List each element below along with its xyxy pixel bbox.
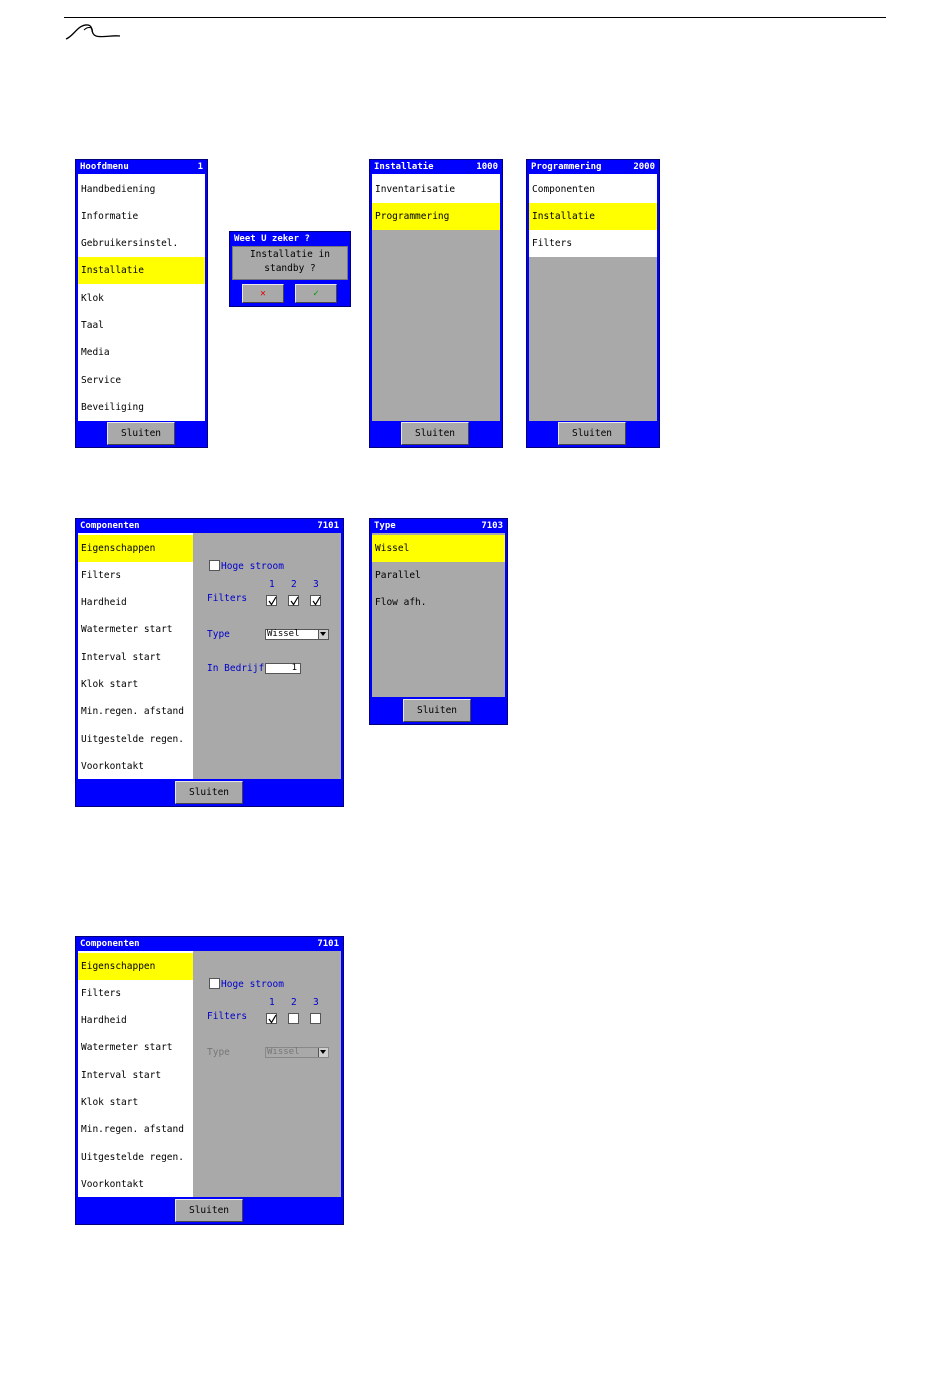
- content-area: [78, 951, 341, 1197]
- option-flow-afh[interactable]: Flow afh.: [375, 597, 427, 608]
- list-item-voorkontakt[interactable]: Voorkontakt: [81, 1179, 144, 1190]
- filter-num-2: 2: [291, 997, 297, 1008]
- window-title: Componenten: [80, 521, 140, 531]
- list-item-eigenschappen[interactable]: Eigenschappen: [78, 535, 193, 562]
- hoofdmenu-titlebar: [76, 160, 207, 174]
- dialog-line-2: standby ?: [264, 263, 316, 274]
- list-item-hardheid[interactable]: Hardheid: [81, 597, 127, 608]
- option-wissel[interactable]: Wissel: [372, 535, 505, 562]
- close-button[interactable]: Sluiten: [401, 422, 469, 445]
- cancel-button[interactable]: ✕: [242, 284, 284, 303]
- window-title: Installatie: [374, 162, 434, 172]
- window-code: 1000: [476, 162, 498, 172]
- componenten-window-2: [75, 936, 344, 1225]
- list-item-voorkontakt[interactable]: Voorkontakt: [81, 761, 144, 772]
- component-list: [78, 533, 193, 779]
- menu-item-informatie[interactable]: Informatie: [81, 211, 139, 222]
- confirm-button[interactable]: ✓: [295, 284, 337, 303]
- filters-label: Filters: [207, 593, 248, 604]
- menu-item-componenten[interactable]: Componenten: [532, 184, 595, 195]
- menu-item-inventarisatie[interactable]: Inventarisatie: [375, 184, 456, 195]
- dialog-message: [232, 246, 348, 280]
- installatie-titlebar: [370, 160, 502, 174]
- menu-item-installatie[interactable]: Installatie: [529, 203, 657, 230]
- filter-2-checkbox[interactable]: [288, 1013, 299, 1024]
- in-bedrijf-input[interactable]: 1: [265, 663, 301, 674]
- list-item-watermeter-start[interactable]: Watermeter start: [81, 1042, 173, 1053]
- menu-item-programmering[interactable]: Programmering: [372, 203, 500, 230]
- list-item-filters[interactable]: Filters: [81, 570, 122, 581]
- menu-item-taal[interactable]: Taal: [81, 320, 104, 331]
- type-label: Type: [207, 629, 230, 640]
- programmering-window: [526, 159, 660, 448]
- confirm-dialog: [229, 231, 351, 307]
- list-item-uitgestelde-regen[interactable]: Uitgestelde regen.: [81, 1152, 184, 1163]
- hoofdmenu-window: [75, 159, 208, 448]
- close-button[interactable]: Sluiten: [403, 699, 471, 722]
- list-item-klok-start[interactable]: Klok start: [81, 679, 139, 690]
- filter-2-checkbox[interactable]: [288, 595, 299, 606]
- list-area: [372, 533, 505, 697]
- filters-label: Filters: [207, 1011, 248, 1022]
- filter-3-checkbox[interactable]: [310, 595, 321, 606]
- type-titlebar: [370, 519, 507, 533]
- hoge-stroom-label: Hoge stroom: [221, 979, 284, 990]
- filter-num-3: 3: [313, 997, 319, 1008]
- option-parallel[interactable]: Parallel: [375, 570, 421, 581]
- hoge-stroom-label: Hoge stroom: [221, 561, 284, 572]
- menu-item-installatie[interactable]: Installatie: [78, 257, 205, 284]
- menu-item-service[interactable]: Service: [81, 375, 122, 386]
- list-item-hardheid[interactable]: Hardheid: [81, 1015, 127, 1026]
- list-item-klok-start[interactable]: Klok start: [81, 1097, 139, 1108]
- hoge-stroom-checkbox[interactable]: [209, 978, 220, 989]
- close-button[interactable]: Sluiten: [558, 422, 626, 445]
- chevron-down-icon: [318, 630, 328, 639]
- menu-list: [78, 174, 205, 421]
- type-window: [369, 518, 508, 725]
- chevron-down-icon: [318, 1048, 328, 1057]
- installatie-window: [369, 159, 503, 448]
- window-code: 2000: [633, 162, 655, 172]
- menu-item-filters[interactable]: Filters: [532, 238, 573, 249]
- content-area: [78, 533, 341, 779]
- close-button[interactable]: Sluiten: [175, 781, 243, 804]
- list-item-filters[interactable]: Filters: [81, 988, 122, 999]
- window-code: 1: [197, 162, 203, 172]
- type-value: Wissel: [267, 1047, 300, 1057]
- filter-1-checkbox[interactable]: [266, 595, 277, 606]
- filter-num-1: 1: [269, 579, 275, 590]
- filter-num-3: 3: [313, 579, 319, 590]
- close-button[interactable]: Sluiten: [107, 422, 175, 445]
- menu-item-handbediening[interactable]: Handbediening: [81, 184, 156, 195]
- filter-3-checkbox[interactable]: [310, 1013, 321, 1024]
- list-item-min-regen-afstand[interactable]: Min.regen. afstand: [81, 1124, 184, 1135]
- list-item-watermeter-start[interactable]: Watermeter start: [81, 624, 173, 635]
- component-list: [78, 951, 193, 1197]
- dialog-line-1: Installatie in: [249, 249, 331, 260]
- list-item-interval-start[interactable]: Interval start: [81, 1070, 162, 1081]
- componenten-window: [75, 518, 344, 807]
- programmering-titlebar: [527, 160, 659, 174]
- filter-1-checkbox[interactable]: [266, 1013, 277, 1024]
- window-code: 7101: [317, 521, 339, 531]
- close-button[interactable]: Sluiten: [175, 1199, 243, 1222]
- window-title: Hoofdmenu: [80, 162, 129, 172]
- type-dropdown: [265, 1047, 329, 1058]
- window-title: Type: [374, 521, 396, 531]
- list-item-uitgestelde-regen[interactable]: Uitgestelde regen.: [81, 734, 184, 745]
- list-item-eigenschappen[interactable]: Eigenschappen: [78, 953, 193, 980]
- filter-num-2: 2: [291, 579, 297, 590]
- window-code: 7101: [317, 939, 339, 949]
- list-item-min-regen-afstand[interactable]: Min.regen. afstand: [81, 706, 184, 717]
- componenten-titlebar: [76, 937, 343, 951]
- list-item-interval-start[interactable]: Interval start: [81, 652, 162, 663]
- menu-item-media[interactable]: Media: [81, 347, 110, 358]
- header-rule: [64, 17, 886, 18]
- type-value: Wissel: [267, 629, 300, 639]
- window-title: Componenten: [80, 939, 140, 949]
- wave-logo-icon: [64, 20, 124, 42]
- menu-item-gebruikersinstel[interactable]: Gebruikersinstel.: [81, 238, 179, 249]
- menu-item-beveiliging[interactable]: Beveiliging: [81, 402, 144, 413]
- in-bedrijf-label: In Bedrijf: [207, 663, 265, 674]
- menu-item-klok[interactable]: Klok: [81, 293, 104, 304]
- type-dropdown[interactable]: [265, 629, 329, 640]
- list-area: [372, 174, 500, 421]
- componenten-titlebar: [76, 519, 343, 533]
- window-code: 7103: [481, 521, 503, 531]
- filter-num-1: 1: [269, 997, 275, 1008]
- dialog-titlebar: [230, 232, 350, 246]
- dialog-title: Weet U zeker ?: [234, 234, 310, 244]
- window-title: Programmering: [531, 162, 602, 172]
- list-area: [529, 174, 657, 421]
- hoge-stroom-checkbox[interactable]: [209, 560, 220, 571]
- type-label: Type: [207, 1047, 230, 1058]
